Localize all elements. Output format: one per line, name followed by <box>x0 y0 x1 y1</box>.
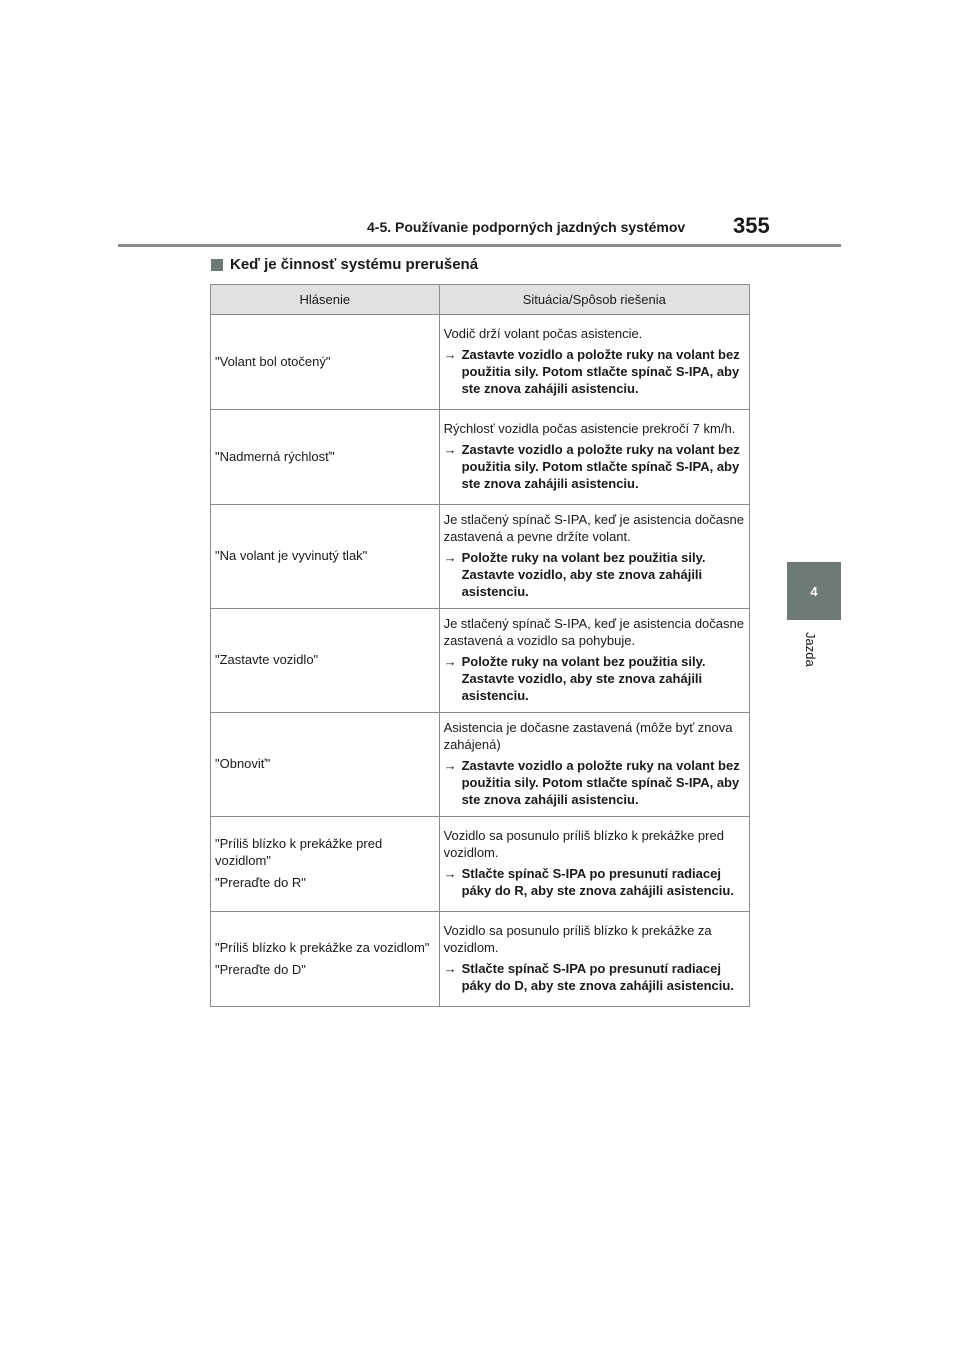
action-text: Zastavte vozidlo a položte ruky na volant bez použitia sily. Potom stlačte spínač S-IPA, aby ste znova zahájili asistenciu. <box>461 442 740 491</box>
solution-cell <box>439 315 749 410</box>
action-instruction <box>444 757 745 808</box>
message-text: "Zastavte vozidlo" <box>215 652 319 667</box>
arrow-icon: → <box>443 442 457 457</box>
page-number: 355 <box>733 213 770 238</box>
situation-text: Je stlačený spínač S-IPA, keď je asistencia dočasne zastavená a pevne držíte volant. <box>443 512 744 544</box>
situation-text: Vozidlo sa posunulo príliš blízko k prekážke za vozidlom. <box>443 923 712 955</box>
section-heading <box>211 256 478 273</box>
section-heading-text: Keď je činnosť systému prerušená <box>230 256 479 273</box>
solution-cell <box>439 609 749 713</box>
table-row <box>211 912 750 1007</box>
table-row <box>211 817 750 912</box>
message-cell <box>211 315 440 410</box>
message-cell <box>211 912 440 1007</box>
message-text: "Obnoviť" <box>215 756 271 771</box>
solution-cell <box>439 505 749 609</box>
header-divider <box>118 244 841 247</box>
chapter-tab-number: 4 <box>810 583 818 599</box>
arrow-icon: → <box>443 758 457 773</box>
message-text: "Volant bol otočený" <box>215 353 331 369</box>
message-cell <box>211 817 440 912</box>
situation-text: Je stlačený spínač S-IPA, keď je asistencia dočasne zastavená a vozidlo sa pohybuje. <box>443 616 744 648</box>
table-row <box>211 410 750 505</box>
action-text: Stlačte spínač S-IPA po presunutí radiacej páky do R, aby ste znova zahájili asistenciu. <box>461 866 734 898</box>
action-instruction <box>444 346 745 397</box>
message-text: "Preraďte do R" <box>215 875 306 890</box>
action-instruction <box>444 960 745 994</box>
action-instruction <box>444 865 745 899</box>
situation-text: Rýchlosť vozidla počas asistencie prekročí 7 km/h. <box>443 421 736 436</box>
arrow-icon: → <box>443 961 457 976</box>
solution-cell <box>439 713 749 817</box>
table-row <box>211 713 750 817</box>
message-text: "Nadmerná rýchlosť" <box>215 448 335 464</box>
action-text: Stlačte spínač S-IPA po presunutí radiacej páky do D, aby ste znova zahájili asistenciu. <box>461 961 734 993</box>
solution-cell <box>439 912 749 1007</box>
arrow-icon: → <box>443 550 457 565</box>
situation-text: Vozidlo sa posunulo príliš blízko k prekážke pred vozidlom. <box>443 828 724 860</box>
message-cell <box>211 505 440 609</box>
message-cell <box>211 713 440 817</box>
column-header-solution: Situácia/Spôsob riešenia <box>439 285 749 315</box>
action-text: Položte ruky na volant bez použitia sily. Zastavte vozidlo, aby ste znova zahájili asistenciu. <box>461 654 706 703</box>
table-row <box>211 315 750 410</box>
chapter-title: 4-5. Používanie podporných jazdných systémov <box>367 219 686 235</box>
solution-cell <box>439 410 749 505</box>
solution-cell <box>439 817 749 912</box>
message-text: "Preraďte do D" <box>215 961 306 977</box>
situation-text: Asistencia je dočasne zastavená (môže byť znova zahájená) <box>443 720 733 752</box>
table-row <box>211 609 750 713</box>
table-header-row <box>211 285 750 315</box>
message-text: "Na volant je vyvinutý tlak" <box>215 548 368 563</box>
arrow-icon: → <box>443 654 457 669</box>
situation-text: Vodič drží volant počas asistencie. <box>443 326 643 341</box>
column-header-message: Hlásenie <box>211 285 440 315</box>
action-instruction <box>444 549 745 600</box>
message-text: "Príliš blízko k prekážke za vozidlom" <box>215 939 430 955</box>
chapter-tab-label: Jazda <box>803 632 818 667</box>
message-table <box>210 284 750 1007</box>
action-instruction <box>444 441 745 492</box>
message-text: "Príliš blízko k prekážke pred vozidlom" <box>215 836 383 868</box>
action-instruction <box>444 653 745 704</box>
action-text: Položte ruky na volant bez použitia sily. Zastavte vozidlo, aby ste znova zahájili asistenciu. <box>461 550 706 599</box>
table-row <box>211 505 750 609</box>
action-text: Zastavte vozidlo a položte ruky na volant bez použitia sily. Potom stlačte spínač S-IPA, aby ste znova zahájili asistenciu. <box>461 347 740 396</box>
action-text: Zastavte vozidlo a položte ruky na volant bez použitia sily. Potom stlačte spínač S-IPA, aby ste znova zahájili asistenciu. <box>461 758 740 807</box>
chapter-tab <box>787 562 841 620</box>
arrow-icon: → <box>443 866 457 881</box>
message-cell <box>211 410 440 505</box>
arrow-icon: → <box>443 347 457 362</box>
message-cell <box>211 609 440 713</box>
square-icon <box>211 259 223 271</box>
